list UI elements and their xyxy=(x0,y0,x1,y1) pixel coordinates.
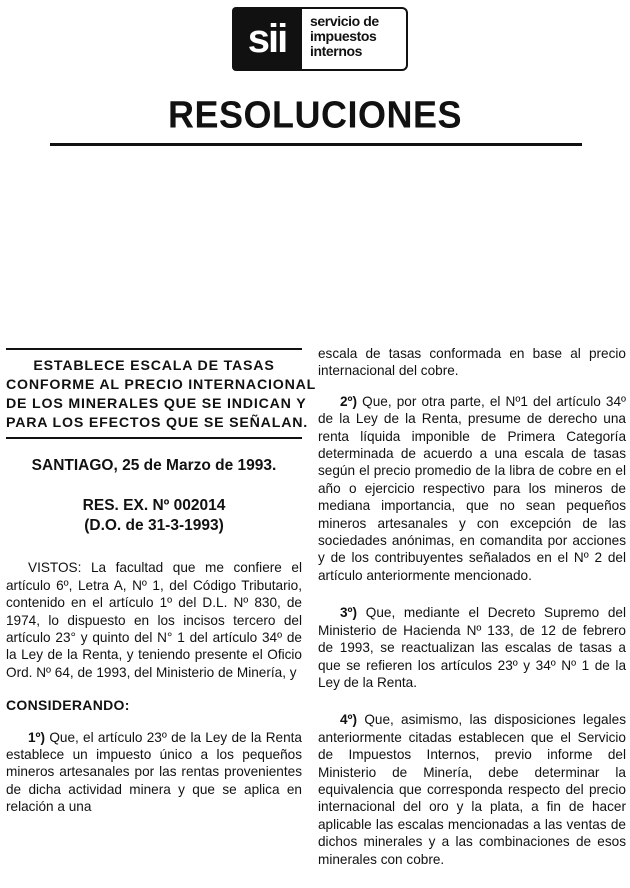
title-rule xyxy=(50,143,582,146)
logo-line-3: internos xyxy=(310,43,363,59)
right-column xyxy=(318,345,626,888)
point-2-text: Que, por otra parte, el Nº1 del artículo 34º de la Ley de la Renta, presume de derecho una renta líquida imponible de Primera Categoría determinada de acuerdo a una escala de tasas según el precio promedio de la libra de cobre en el año o ejercicio respectivo para los mineros de mediana importancia, que no sean pequeños mineros artesanales y con excepción de las sociedades anónimas, en comandita por acciones y de los contribuyentes señalados en el Nº 2 del artículo anteriormente mencionado. xyxy=(318,393,626,583)
logo-text xyxy=(302,7,408,71)
point-3 xyxy=(318,604,626,691)
logo-line-1: servicio de xyxy=(310,13,379,29)
page-title: RESOLUCIONES xyxy=(167,92,463,136)
point-2 xyxy=(318,393,626,584)
point-3-number: 3º) xyxy=(340,605,358,621)
heading-line-4: PARA LOS EFECTOS QUE SE SEÑALAN. xyxy=(6,415,309,431)
point-1 xyxy=(6,729,302,816)
resolution-id: RES. EX. Nº 002014 xyxy=(82,497,226,515)
heading-line-1: ESTABLECE ESCALA DE TASAS xyxy=(33,358,275,374)
sii-logo xyxy=(232,7,408,71)
logo-line-2: impuestos xyxy=(310,28,377,44)
point-1-number: 1º) xyxy=(28,729,46,745)
vistos-paragraph: VISTOS: La facultad que me confiere el artículo 6º, Letra A, Nº 1, del Código Tributario, contenido en el artículo 1º del D.L. Nº 830, de 1974, lo dispuesto en los incisos tercero del artículo 23° y quinto del N° 1 del artículo 34º de la Ley de la Renta, y teniendo presente el Oficio Ord. Nº 64, de 1993, del Ministerio de Minería, y xyxy=(6,560,302,680)
point-4-text: Que, asimismo, las disposiciones legales anteriormente citadas establecen que el Servicio de Impuestos Internos, previo informe del Ministerio de Minería, debe determinar la equivalencia que corresponda respecto del precio internacional del oro y la plata, a fin de hacer aplicable las escalas mencionadas a las ventas de dichos minerales y a las combinaciones de esos minerales con cobre. xyxy=(318,712,626,867)
point-3-text: Que, mediante el Decreto Supremo del Ministerio de Hacienda Nº 133, de 12 de febrero de 1993, se reactualizan las escalas de tasas a que se refieren los artículos 23º y 34º Nº 1 de la Ley de la Renta. xyxy=(318,605,626,690)
resolution-number xyxy=(6,496,302,536)
considerando-label: CONSIDERANDO: xyxy=(6,697,130,714)
dateline: SANTIAGO, 25 de Marzo de 1993. xyxy=(31,457,277,474)
heading-line-2: CONFORME AL PRECIO INTERNACIONAL xyxy=(6,377,317,393)
resolution-heading xyxy=(6,348,317,439)
point-4-number: 4º) xyxy=(340,712,358,728)
point-2-number: 2º) xyxy=(340,393,358,409)
heading-line-3: DE LOS MINERALES QUE SE INDICAN Y xyxy=(6,396,307,412)
gazette-date: (D.O. de 31-3-1993) xyxy=(84,517,224,535)
logo-mark: sii xyxy=(232,7,302,71)
left-column xyxy=(6,348,317,832)
point-1-text: Que, el artículo 23º de la Ley de la Renta establece un impuesto único a los pequeños mineros artesanales por las rentas provenientes de dicha actividad minera y que se aplica en relación a una xyxy=(6,729,302,815)
point-4 xyxy=(318,711,626,868)
point-1-continued: escala de tasas conformada en base al precio internacional del cobre. xyxy=(318,346,626,379)
